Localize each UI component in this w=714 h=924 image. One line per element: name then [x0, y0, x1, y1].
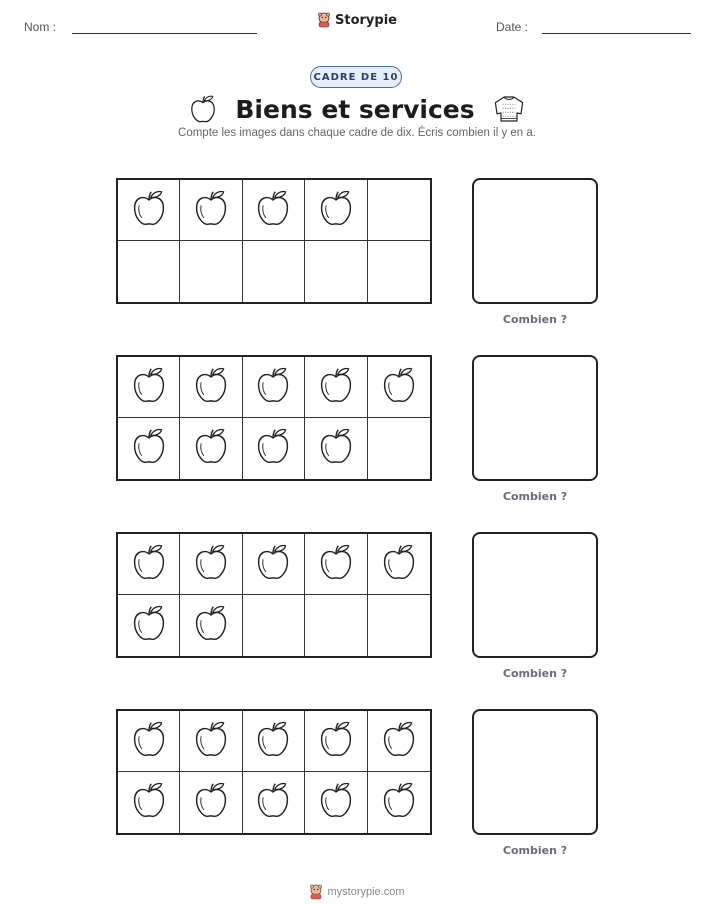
answer-label-4: Combien ? [502, 844, 568, 857]
apple-icon [255, 720, 291, 763]
brand-name: Storypie [335, 12, 397, 28]
apple-icon [318, 366, 354, 409]
apple-icon [189, 94, 217, 124]
apple-icon [381, 781, 417, 824]
apple-icon [193, 427, 229, 470]
ten-frame-cell [243, 180, 305, 241]
page-title: Biens et services [235, 94, 475, 124]
ten-frame-cell [180, 357, 242, 418]
apple-icon [131, 189, 167, 232]
ten-frame-cell [368, 595, 430, 656]
answer-box-4[interactable] [472, 709, 598, 835]
apple-icon [318, 720, 354, 763]
ten-frame-cell [180, 772, 242, 833]
apple-icon [381, 543, 417, 586]
ten-frame-cell [305, 711, 367, 772]
answer-box-2[interactable] [472, 355, 598, 481]
ten-frame-cell [368, 241, 430, 302]
ten-frame-cell [118, 595, 180, 656]
answer-label-3: Combien ? [502, 667, 568, 680]
ten-frame-2 [116, 355, 432, 481]
ten-frame-cell [243, 418, 305, 479]
brand-logo [0, 12, 714, 33]
name-line [72, 33, 257, 34]
ten-frame-cell [118, 357, 180, 418]
ten-frame-cell [118, 180, 180, 241]
apple-icon [255, 366, 291, 409]
apple-icon [193, 720, 229, 763]
ten-frame-cell [368, 357, 430, 418]
apple-icon [131, 781, 167, 824]
answer-box-1[interactable] [472, 178, 598, 304]
apple-icon [131, 427, 167, 470]
ten-frame-cell [118, 241, 180, 302]
name-label: Nom : [24, 20, 57, 34]
ten-frame-4 [116, 709, 432, 835]
ten-frame-cell [180, 418, 242, 479]
ten-frame-cell [305, 595, 367, 656]
storypie-mascot-icon [317, 12, 331, 28]
answer-label-1: Combien ? [502, 313, 568, 326]
ten-frame-cell [180, 711, 242, 772]
answer-label-2: Combien ? [502, 490, 568, 503]
ten-frame-cell [368, 418, 430, 479]
ten-frame-cell [118, 711, 180, 772]
answer-box-3[interactable] [472, 532, 598, 658]
ten-frame-cell [368, 772, 430, 833]
apple-icon [255, 427, 291, 470]
apple-icon [131, 543, 167, 586]
sweater-icon [493, 94, 525, 124]
apple-icon [255, 189, 291, 232]
ten-frame-cell [305, 418, 367, 479]
ten-frame-3 [116, 532, 432, 658]
ten-frame-cell [243, 595, 305, 656]
ten-frame-cell [243, 711, 305, 772]
ten-frame-cell [118, 534, 180, 595]
date-line [542, 33, 691, 34]
instructions: Compte les images dans chaque cadre de dix. Écris combien il y en a. [178, 127, 536, 139]
ten-frame-cell [305, 180, 367, 241]
date-label: Date : [496, 20, 529, 34]
ten-frame-cell [243, 534, 305, 595]
ten-frame-cell [180, 534, 242, 595]
ten-frame-cell [180, 595, 242, 656]
apple-icon [193, 604, 229, 647]
ten-frame-cell [118, 772, 180, 833]
ten-frame-cell [305, 241, 367, 302]
ten-frame-cell [368, 711, 430, 772]
apple-icon [193, 366, 229, 409]
ten-frame-cell [305, 534, 367, 595]
ten-frame-cell [243, 357, 305, 418]
worksheet-type-badge: CADRE DE 10 [310, 66, 402, 88]
ten-frame-cell [180, 180, 242, 241]
apple-icon [381, 720, 417, 763]
ten-frame-cell [118, 418, 180, 479]
ten-frame-cell [180, 241, 242, 302]
apple-icon [131, 366, 167, 409]
ten-frame-cell [243, 241, 305, 302]
apple-icon [318, 189, 354, 232]
ten-frame-1 [116, 178, 432, 304]
title-row [0, 90, 714, 128]
footer [0, 884, 714, 905]
ten-frame-cell [305, 357, 367, 418]
ten-frame-cell [243, 772, 305, 833]
ten-frame-cell [368, 180, 430, 241]
apple-icon [131, 604, 167, 647]
footer-site: mystorypie.com [327, 886, 405, 898]
apple-icon [318, 427, 354, 470]
apple-icon [193, 543, 229, 586]
apple-icon [318, 781, 354, 824]
apple-icon [255, 781, 291, 824]
ten-frame-cell [305, 772, 367, 833]
apple-icon [318, 543, 354, 586]
apple-icon [193, 189, 229, 232]
storypie-mascot-icon [309, 884, 323, 900]
ten-frame-cell [368, 534, 430, 595]
apple-icon [193, 781, 229, 824]
apple-icon [255, 543, 291, 586]
apple-icon [131, 720, 167, 763]
apple-icon [381, 366, 417, 409]
